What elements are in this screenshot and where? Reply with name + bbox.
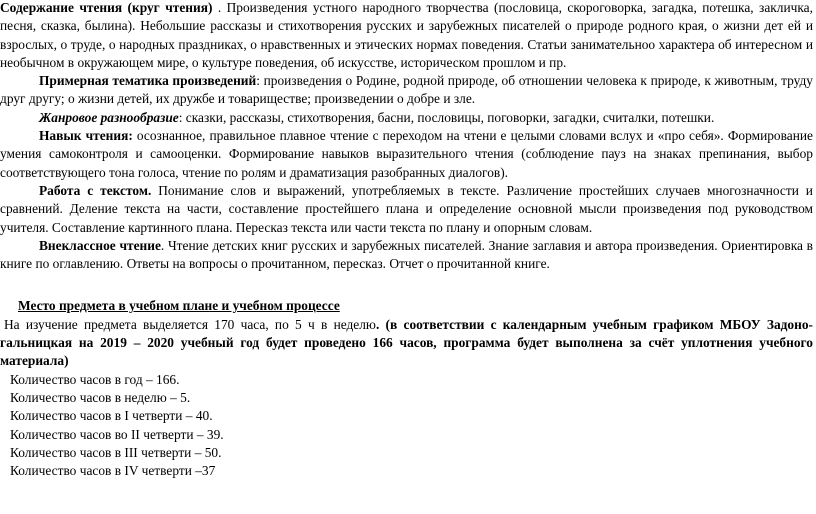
genres-label: Жанровое разнообразие	[39, 109, 179, 125]
hours-quarter-2: Количество часов во II четверти – 39.	[10, 426, 224, 442]
subject-place-bold: . (в соответствии с календарным учебным графиком МБОУ Задоно-гальницкая на 2019 – 2020 учебный год будет проведено 166 часов, программа будет выполнена за счёт уплотнения учебного материала)	[0, 316, 813, 369]
genres-text: : сказки, рассказы, стихотворения, басни, пословицы, поговорки, загадки, считалки, потешки.	[178, 109, 715, 125]
paragraph-reading-skill	[0, 127, 813, 182]
paragraph-genres	[0, 109, 813, 127]
hours-list	[0, 371, 813, 481]
hours-week: Количество часов в неделю – 5.	[10, 389, 191, 405]
reading-skill-label: Навык чтения:	[39, 128, 133, 144]
extracurricular-label: Внеклассное чтение	[39, 237, 161, 253]
text-work-text: Понимание слов и выражений, употребляемых в тексте. Различение простейших случаев многозначности и сравнений. Деление текста на части, составление простейшего плана и определение основной мысли произведения под руководством учителя. Составление картинного плана. Пересказ текста или части текста по плану и опорным словам.	[0, 182, 813, 235]
themes-label: Примерная тематика произведений	[39, 73, 257, 89]
hours-quarter-4: Количество часов в IV четверти –37	[10, 463, 216, 479]
extracurricular-text: . Чтение детских книг русских и зарубежных писателей. Знание заглавия и автора произведения. Ориентировка в книге по оглавлению. Ответы на вопросы о прочитанном, пересказ. Отчет о прочитанной книге.	[0, 237, 813, 272]
hours-year: Количество часов в год – 166.	[10, 371, 180, 387]
paragraph-text-work	[0, 182, 813, 237]
paragraph-themes	[0, 72, 813, 109]
reading-skill-text: осознанное, правильное плавное чтение с переходом на чтени е целыми словами вслух и «про себя». Формирование умения самоконтроля и самооценки. Формирование навыков выразительного чтения (соблюдение пауз на знаках препинания, выбор соответствующего тона голоса, чтение по ролям и драматизация разобранных диалогов).	[0, 128, 813, 180]
hours-quarter-3: Количество часов в III четверти – 50.	[10, 444, 222, 460]
reading-content-label: Содержание чтения (круг чтения)	[0, 0, 213, 15]
paragraph-extracurricular	[0, 237, 813, 274]
hours-quarter-1: Количество часов в I четверти – 40.	[10, 408, 213, 424]
paragraph-reading-content	[0, 0, 813, 72]
subject-place-text: На изучение предмета выделяется 170 часа, по 5 ч в неделю	[4, 316, 376, 332]
paragraph-subject-place	[0, 316, 813, 371]
section-title: Место предмета в учебном плане и учебном процессе	[18, 298, 340, 314]
reading-content-text: . Произведения устного народного творчества (пословица, скороговорка, загадка, потешка, закличка, песня, сказка, былина). Небольшие рассказы и стихотворения русских и зарубежных писателей о природе родного края, о жизни дет ей и взрослых, о труде, о народных праздниках, о нравственных и этических нормах поведения. Статьи занимательноо характера об интересном и необычном в окружающем мире, о культуре поведения, об искусстве, историческом прошлом и пр.	[0, 0, 813, 70]
themes-text: : произведения о Родине, родной природе, об отношении человека к природе, к животным, труду друг другу; о жизни детей, их дружбе и товариществе; произведении о добре и зле.	[0, 73, 814, 107]
text-work-label: Работа с текстом.	[39, 182, 152, 198]
